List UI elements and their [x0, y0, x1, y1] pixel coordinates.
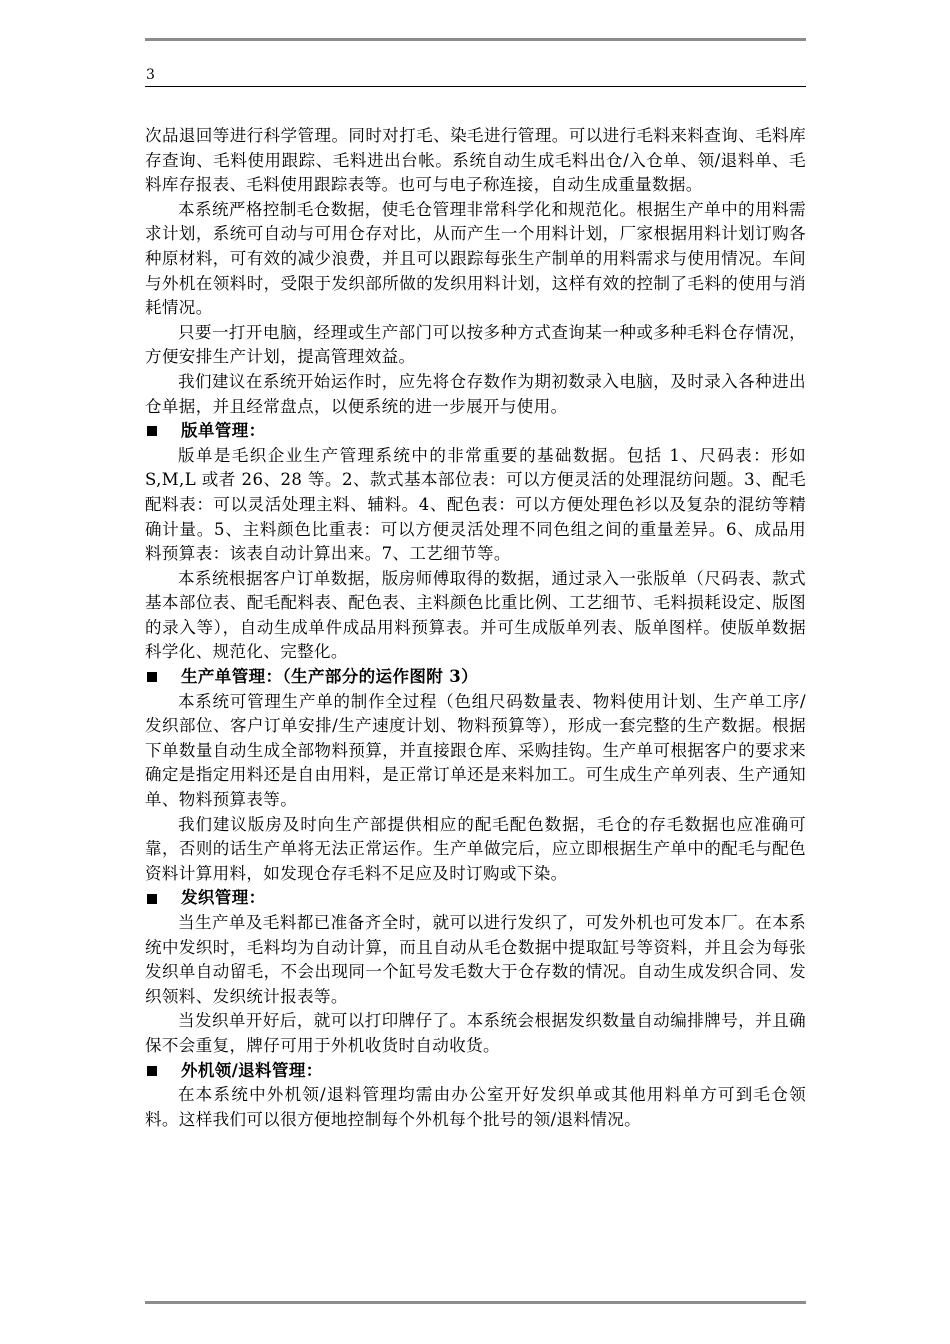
document-body — [145, 124, 806, 1132]
section-heading — [145, 665, 806, 690]
square-bullet-icon — [147, 894, 157, 904]
paragraph: 当发织单开好后，就可以打印牌仔了。本系统会根据发织数量自动编排牌号，并且确保不会重复，牌仔可用于外机收货时自动收货。 — [145, 1011, 806, 1055]
header-rule — [145, 86, 806, 87]
paragraph: 本系统可管理生产单的制作全过程（色组尺码数量表、物料使用计划、生产单工序/发织部位、客户订单安排/生产速度计划、物料预算等），形成一套完整的生产数据。根据下单数量自动生成全部物料预算，并直接跟仓库、采购挂钩。生产单可根据客户的要求来确定是指定用料还是自由用料，是正常订单还是来料加工。可生成生产单列表、生产通知单、物料预算表等。 — [145, 691, 806, 810]
paragraph: 版单是毛织企业生产管理系统中的非常重要的基础数据。包括 1、尺码表：形如 S,M,L 或者 26、28 等。2、款式基本部位表：可以方便灵活的处理混纺问题。3、配毛配料表：可以灵活处理主料、辅料。4、配色表：可以方便处理色衫以及复杂的混纺等精确计量。5、主料颜色比重表：可以方便灵活处理不同色组之间的重量差异。6、成品用料预算表：该表自动计算出来。7、工艺细节等。 — [145, 445, 806, 564]
square-bullet-icon — [147, 1066, 157, 1076]
section-heading — [145, 1059, 806, 1084]
paragraph: 我们建议在系统开始运作时，应先将仓存数作为期初数录入电脑，及时录入各种进出仓单据，并且经常盘点，以便系统的进一步展开与使用。 — [145, 371, 806, 416]
paragraph: 次品退回等进行科学管理。同时对打毛、染毛进行管理。可以进行毛料来料查询、毛料库存查询、毛料使用跟踪、毛料进出台帐。系统自动生成毛料出仓/入仓单、领/退料单、毛料库存报表、毛料使用跟踪表等。也可与电子称连接，自动生成重量数据。 — [145, 126, 806, 195]
paragraph: 当生产单及毛料都已准备齐全时，就可以进行发织了，可发外机也可发本厂。在本系统中发织时，毛料均为自动计算，而且自动从毛仓数据中提取缸号等资料，并且会为每张发织单自动留毛，不会出现同一个缸号发毛数大于仓存数的情况。自动生成发织合同、发织领料、发织统计报表等。 — [145, 913, 806, 1006]
section-heading-label: 外机领/退料管理： — [181, 1060, 323, 1080]
section-heading-label: 版单管理： — [181, 421, 266, 441]
section-heading — [145, 886, 806, 911]
paragraph: 我们建议版房及时向生产部提供相应的配毛配色数据，毛仓的存毛数据也应准确可靠，否则的话生产单将无法正常运作。生产单做完后，应立即根据生产单中的配毛与配色资料计算用料，如发现仓存毛料不足应及时订购或下染。 — [145, 814, 806, 883]
page-number: 3 — [146, 67, 155, 83]
paragraph: 在本系统中外机领/退料管理均需由办公室开好发织单或其他用料单方可到毛仓领料。这样我们可以很方便地控制每个外机每个批号的领/退料情况。 — [145, 1085, 806, 1129]
paragraph: 本系统根据客户订单数据，版房师傅取得的数据，通过录入一张版单（尺码表、款式基本部位表、配毛配料表、配色表、主料颜色比重比例、工艺细节、毛料损耗设定、版图的录入等），自动生成单件成品用料预算表。并可生成版单列表、版单图样。使版单数据科学化、规范化、完整化。 — [145, 568, 806, 662]
section-heading-label: 发织管理： — [181, 888, 266, 908]
square-bullet-icon — [147, 672, 157, 682]
paragraph: 只要一打开电脑，经理或生产部门可以按多种方式查询某一种或多种毛料仓存情况，方便安排生产计划，提高管理效益。 — [145, 322, 806, 367]
section-heading-label: 生产单管理：（生产部分的运作图附 3） — [181, 667, 479, 687]
section-heading — [145, 419, 806, 444]
paragraph: 本系统严格控制毛仓数据，使毛仓管理非常科学化和规范化。根据生产单中的用料需求计划，系统可自动与可用仓存对比，从而产生一个用料计划，厂家根据用料计划订购各种原材料，可有效的减少浪费，并且可以跟踪每张生产制单的用料需求与使用情况。车间与外机在领料时，受限于发织部所做的发织用料计划，这样有效的控制了毛料的使用与消耗情况。 — [145, 199, 806, 318]
bottom-rule — [145, 1301, 806, 1304]
top-rule — [145, 38, 806, 41]
square-bullet-icon — [147, 426, 157, 436]
